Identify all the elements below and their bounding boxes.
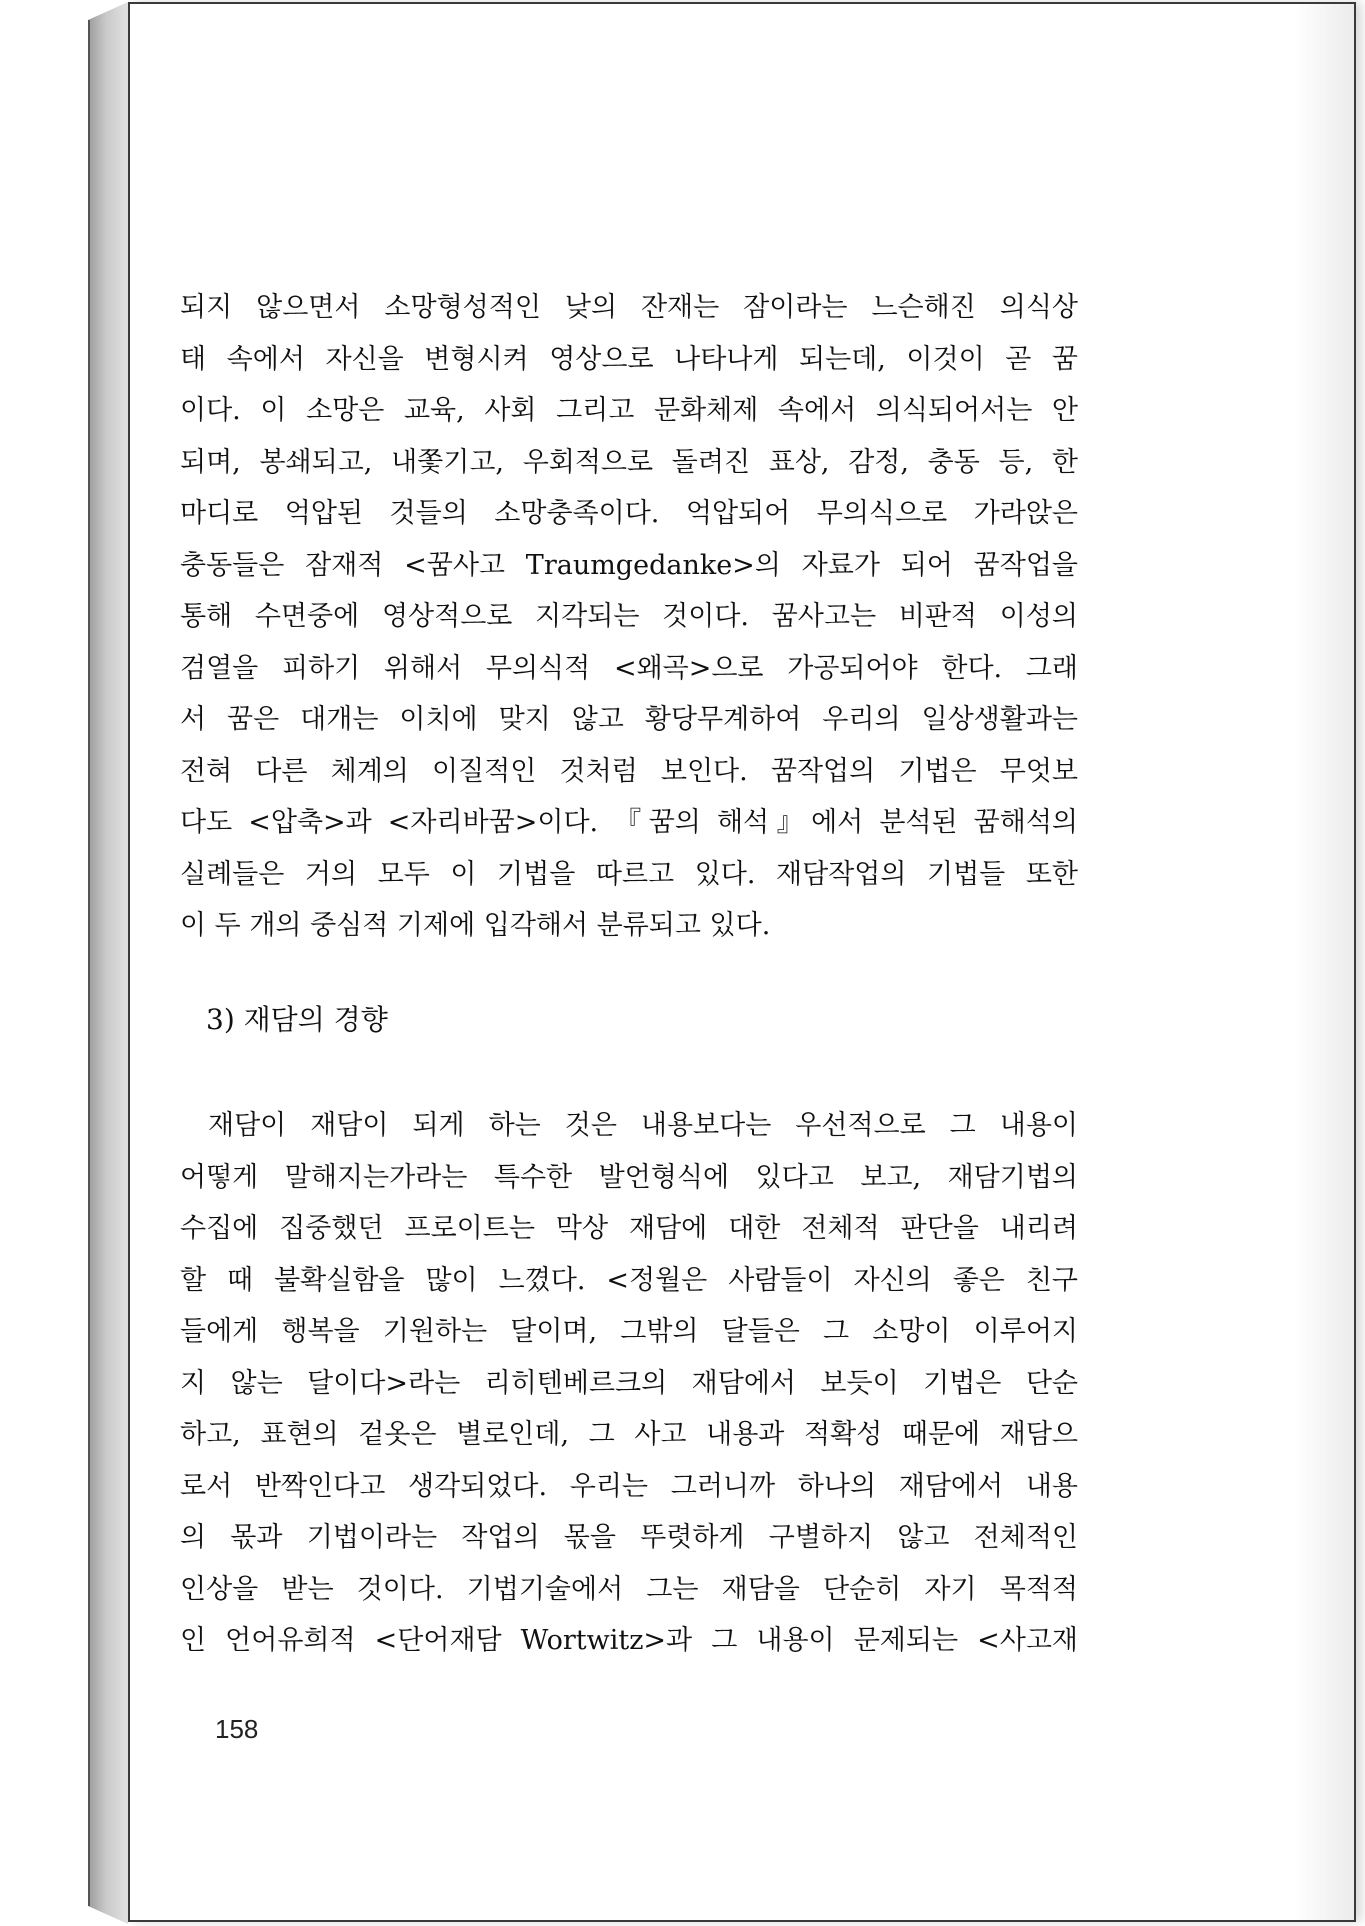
- page-number: 158: [215, 1714, 259, 1744]
- text-line: 인 언어유희적 <단어재담 Wortwitz>과 그 내용이 문제되는 <사고재: [180, 1625, 1078, 1656]
- text-line: 인상을 받는 것이다. 기법기술에서 그는 재담을 단순히 자기 목적적: [180, 1573, 1078, 1605]
- text-line: 들에게 행복을 기원하는 달이며, 그밖의 달들은 그 소망이 이루어지: [180, 1316, 1078, 1347]
- text-line: 되며, 봉쇄되고, 내쫓기고, 우회적으로 돌려진 표상, 감정, 충동 등, 한: [180, 446, 1078, 478]
- text-line: 다도 <압축>과 <자리바꿈>이다. 『꿈의 해석』에서 분석된 꿈해석의: [180, 807, 1078, 838]
- text-line: 지 않는 달이다>라는 리히텐베르크의 재담에서 보듯이 기법은 단순: [180, 1367, 1078, 1399]
- text-line: 이다. 이 소망은 교육, 사회 그리고 문화체제 속에서 의식되어서는 안: [180, 395, 1078, 426]
- text-line: 로서 반짝인다고 생각되었다. 우리는 그러니까 하나의 재담에서 내용: [180, 1470, 1078, 1502]
- spine-edge-line: [88, 20, 90, 1906]
- text-line: 전혀 다른 체계의 이질적인 것처럼 보인다. 꿈작업의 기법은 무엇보: [180, 755, 1078, 787]
- text-line: 재담이 재담이 되게 하는 것은 내용보다는 우선적으로 그 내용이: [208, 1110, 1078, 1141]
- text-line: 의 몫과 기법이라는 작업의 몫을 뚜렷하게 구별하지 않고 전체적인: [180, 1522, 1078, 1553]
- text-line: 하고, 표현의 겉옷은 별로인데, 그 사고 내용과 적확성 때문에 재담으: [180, 1419, 1078, 1450]
- page-shadow: [1294, 4, 1354, 1920]
- text-line: 할 때 불확실함을 많이 느꼈다. <정월은 사람들이 자신의 좋은 친구: [180, 1264, 1078, 1296]
- section-heading: 3) 재담의 경향: [206, 1003, 388, 1036]
- text-line: 되지 않으면서 소망형성적인 낮의 잔재는 잠이라는 느슨해진 의식상: [180, 292, 1078, 323]
- text-line: 어떻게 말해지는가라는 특수한 발언형식에 있다고 보고, 재담기법의: [180, 1161, 1078, 1193]
- text-line: 태 속에서 자신을 변형시켜 영상으로 나타나게 되는데, 이것이 곧 꿈: [180, 343, 1078, 375]
- text-line: 수집에 집중했던 프로이트는 막상 재담에 대한 전체적 판단을 내리려: [180, 1213, 1078, 1244]
- text-line: 서 꿈은 대개는 이치에 맞지 않고 황당무계하여 우리의 일상생활과는: [180, 704, 1078, 735]
- text-line: 충동들은 잠재적 <꿈사고 Traumgedanke>의 자료가 되어 꿈작업을: [180, 549, 1078, 581]
- text-line: 검열을 피하기 위해서 무의식적 <왜곡>으로 가공되어야 한다. 그래: [180, 652, 1078, 684]
- text-line: 실례들은 거의 모두 이 기법을 따르고 있다. 재담작업의 기법들 또한: [180, 858, 1078, 890]
- book-spine: [88, 2, 128, 1924]
- paragraph-2: [180, 1100, 1078, 1667]
- text-line: 마디로 억압된 것들의 소망충족이다. 억압되어 무의식으로 가라앉은: [180, 498, 1078, 529]
- paragraph-1: [180, 282, 1078, 952]
- text-line: 이 두 개의 중심적 기제에 입각해서 분류되고 있다.: [180, 910, 771, 941]
- text-line: 통해 수면중에 영상적으로 지각되는 것이다. 꿈사고는 비판적 이성의: [180, 601, 1078, 632]
